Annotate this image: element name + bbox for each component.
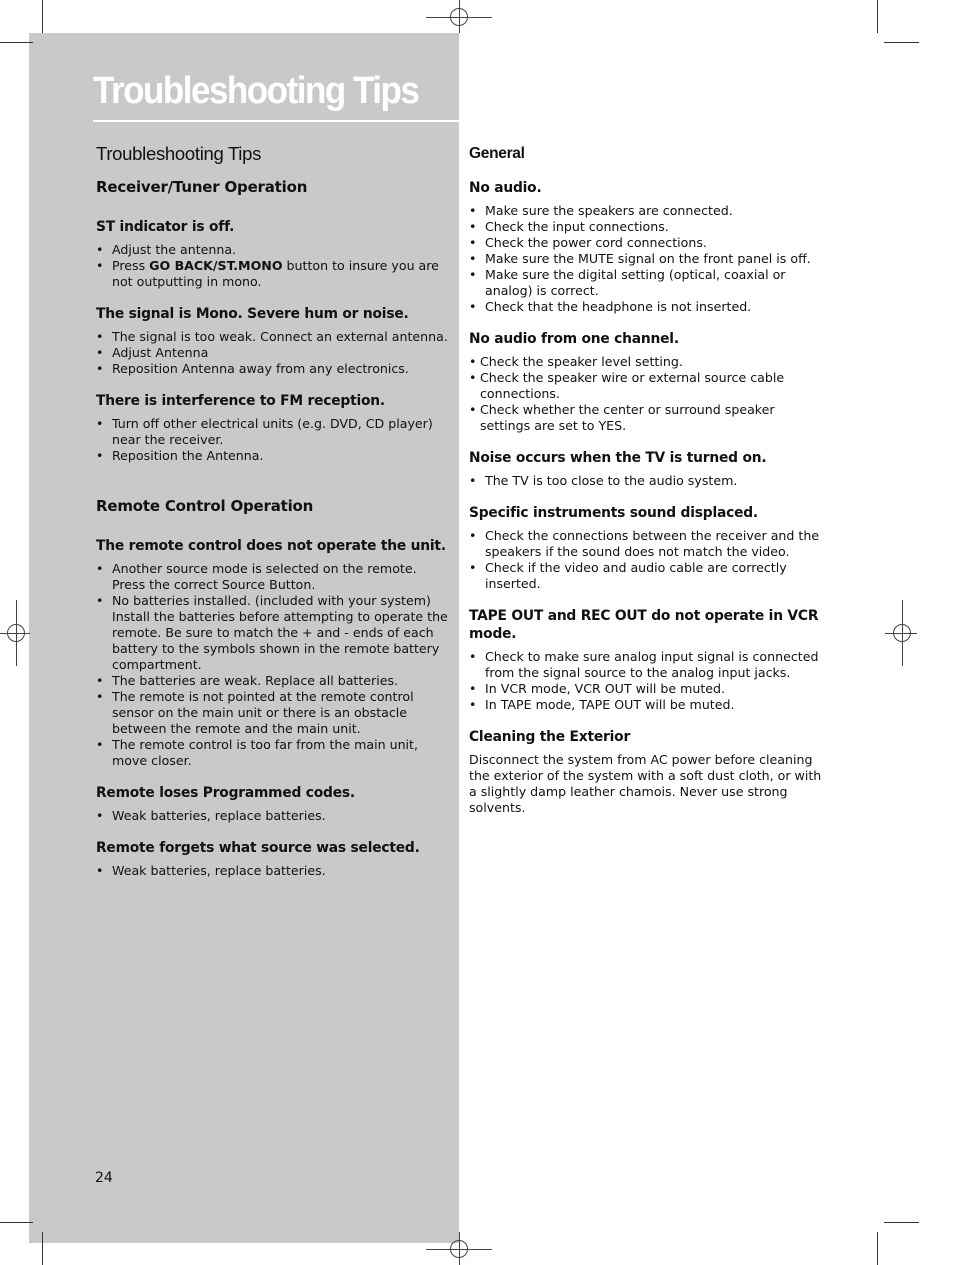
list-item-text: Check the input connections. [485,219,669,234]
list-item: • Reposition Antenna away from any electronics. [96,361,409,376]
list-item: • The remote control is too far from the main unit, move closer. [96,737,418,768]
page-number: 24 [95,1170,113,1186]
list-item: • Make sure the digital setting (optical, coaxial or analog) is correct. [469,267,786,298]
issue-heading: Cleaning the Exterior [469,729,631,745]
list-item-text: Turn off other electrical units (e.g. DVD, CD player) near the receiver. [112,416,433,447]
registration-line [902,600,903,666]
list-item-text: The remote is not pointed at the remote control sensor on the main unit or there is an obstacle between the remote and the main unit. [112,689,414,736]
list-item-text: Check the connections between the receiver and the speakers if the sound does not match the video. [485,528,820,559]
list-item-text: The signal is too weak. Connect an external antenna. [112,329,448,344]
list-item: • Make sure the MUTE signal on the front panel is off. [469,251,811,266]
list-item: • In VCR mode, VCR OUT will be muted. [469,681,726,696]
issue-heading: Noise occurs when the TV is turned on. [469,450,767,466]
registration-line [0,633,30,634]
list-item: • Reposition the Antenna. [96,448,264,463]
list-item: • No batteries installed. (included with your system) Install the batteries before attempting to operate the remote. Be sure to match the + and - ends of each battery to the symbols shown in the remote battery compartment. [96,593,448,672]
list-item-text: The remote control is too far from the main unit, move closer. [112,737,418,768]
crop-mark [877,0,878,33]
list-item: • Another source mode is selected on the remote. Press the correct Source Button. [96,561,417,592]
bullet-list [469,354,824,434]
list-item: • Check the input connections. [469,219,669,234]
bullet-list [469,473,824,489]
list-item-text: The TV is too close to the audio system. [485,473,738,488]
list-item: • Make sure the speakers are connected. [469,203,733,218]
left-column [96,143,452,894]
list-item-text: Press [112,258,150,273]
list-item: • Check that the headphone is not inserted. [469,299,752,314]
list-item-text: Reposition the Antenna. [112,448,264,463]
crop-mark [877,1232,878,1265]
list-item-text: Weak batteries, replace batteries. [112,863,326,878]
list-item-text: In VCR mode, VCR OUT will be muted. [485,681,726,696]
subsection-title-receiver: Receiver/Tuner Operation [96,178,308,196]
list-item: • Check the speaker wire or external source cable connections. [469,370,785,401]
crop-mark [0,1222,33,1223]
list-item-text: Check whether the center or surround speaker settings are set to YES. [480,402,775,433]
list-item: • Adjust Antenna [96,345,209,360]
bullet-list [96,808,452,824]
bullet-list [96,561,452,769]
issue-heading: There is interference to FM reception. [96,393,385,409]
list-item: • Weak batteries, replace batteries. [96,863,326,878]
registration-line [16,600,17,666]
list-item: • The signal is too weak. Connect an external antenna. [96,329,448,344]
issue-heading: ST indicator is off. [96,219,235,235]
list-item-text: Check the speaker wire or external source cable connections. [480,370,785,401]
bullet-list [469,649,824,713]
list-item-text: No batteries installed. (included with your system) Install the batteries before attempting to operate the remote. Be sure to match the + and - ends of each battery to the symbols shown in the remote battery compartment. [112,593,448,672]
list-item: • Turn off other electrical units (e.g. DVD, CD player) near the receiver. [96,416,433,447]
issue-no-audio-one-channel [469,330,824,434]
list-item-text: Weak batteries, replace batteries. [112,808,326,823]
list-item-text: Check to make sure analog input signal is connected from the signal source to the analog input jacks. [485,649,819,680]
issue-tape-rec-out [469,607,824,713]
list-item-text: Adjust Antenna [112,345,209,360]
title-rule [93,120,459,122]
registration-line [459,1232,460,1265]
list-item-text: Check that the headphone is not inserted. [485,299,752,314]
issue-remote-not-operating [96,537,452,769]
crop-mark [884,42,919,43]
crop-mark [42,0,43,33]
bullet-list [96,863,452,879]
list-item-text: Make sure the MUTE signal on the front panel is off. [485,251,811,266]
list-item: • Check the power cord connections. [469,235,707,250]
issue-heading: Remote loses Programmed codes. [96,785,355,801]
list-item-text: In TAPE mode, TAPE OUT will be muted. [485,697,735,712]
issue-signal-mono [96,305,452,377]
bullet-list [96,242,452,290]
issue-remote-loses-codes [96,784,452,824]
bullet-list [469,203,824,315]
list-item: • In TAPE mode, TAPE OUT will be muted. [469,697,735,712]
crop-mark [42,1232,43,1265]
list-item: • Check the connections between the receiver and the speakers if the sound does not match the video. [469,528,820,559]
registration-line [885,633,917,634]
list-item: • The batteries are weak. Replace all batteries. [96,673,399,688]
bullet-list [96,416,452,464]
list-item: • Press GO BACK/ST.MONO button to insure you are not outputting in mono. [96,258,439,289]
list-item-text: Another source mode is selected on the remote. Press the correct Source Button. [112,561,417,592]
list-item-text: Make sure the digital setting (optical, coaxial or analog) is correct. [485,267,786,298]
list-item-text: The batteries are weak. Replace all batteries. [112,673,399,688]
list-item: • The remote is not pointed at the remote control sensor on the main unit or there is an obstacle between the remote and the main unit. [96,689,414,736]
list-item: • Check if the video and audio cable are correctly inserted. [469,560,787,591]
issue-heading: TAPE OUT and REC OUT do not operate in VCR mode. [469,608,819,642]
issue-fm-interference [96,392,452,464]
list-item-text: Check the power cord connections. [485,235,707,250]
issue-heading: Specific instruments sound displaced. [469,505,758,521]
bullet-list [469,528,824,592]
issue-heading: No audio. [469,180,542,196]
list-item-text: Adjust the antenna. [112,242,237,257]
issue-st-indicator [96,218,452,290]
list-item: • Check the speaker level setting. [469,354,683,369]
list-item: • Adjust the antenna. [96,242,237,257]
button-name: GO BACK/ST.MONO [149,258,283,273]
list-item-text: button to insure you are not outputting in mono. [112,258,439,289]
page-title: Troubleshooting Tips [93,70,419,112]
list-item: • Check whether the center or surround speaker settings are set to YES. [469,402,775,433]
crop-mark [884,1222,919,1223]
section-title: Troubleshooting Tips [96,143,262,164]
list-item-text: Check the speaker level setting. [480,354,683,369]
list-item-text: Check if the video and audio cable are correctly inserted. [485,560,787,591]
list-item-text: Reposition Antenna away from any electronics. [112,361,409,376]
issue-heading: The remote control does not operate the unit. [96,538,446,554]
issue-heading: The signal is Mono. Severe hum or noise. [96,306,409,322]
issue-instruments-displaced [469,504,824,592]
crop-mark [0,42,33,43]
issue-heading: No audio from one channel. [469,331,679,347]
issue-remote-forgets-source [96,839,452,879]
list-item: • Check to make sure analog input signal is connected from the signal source to the analog input jacks. [469,649,819,680]
list-item-text: Make sure the speakers are connected. [485,203,733,218]
section-title-general: General [469,145,525,162]
cleaning-section [469,728,824,816]
list-item: • The TV is too close to the audio system. [469,473,738,488]
issue-no-audio [469,179,824,315]
bullet-list [96,329,452,377]
issue-heading: Remote forgets what source was selected. [96,840,420,856]
right-column [469,143,824,816]
issue-tv-noise [469,449,824,489]
subsection-title-remote: Remote Control Operation [96,497,314,515]
registration-line [459,0,460,33]
list-item: • Weak batteries, replace batteries. [96,808,326,823]
cleaning-paragraph: Disconnect the system from AC power before cleaning the exterior of the system with a soft dust cloth, or with a slightly damp leather chamois. Never use strong solvents. [469,752,822,815]
